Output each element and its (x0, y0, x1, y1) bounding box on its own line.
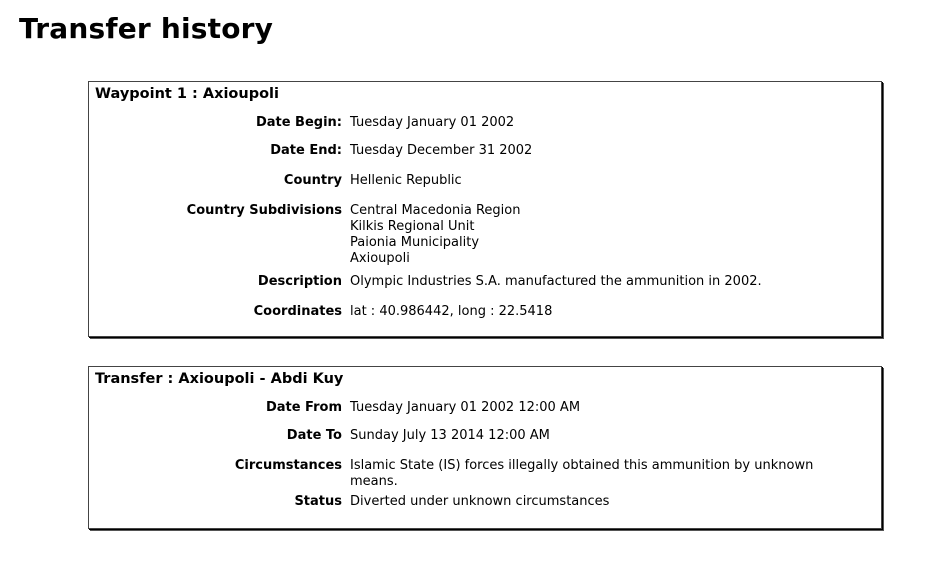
subdivisions-label: Country Subdivisions (186, 203, 342, 218)
page-title: Transfer history (19, 12, 274, 45)
circumstances-label: Circumstances (234, 458, 342, 473)
description-row (89, 267, 762, 290)
coordinates-row (89, 290, 762, 320)
circumstances-line: Islamic State (IS) forces illegally obtained this ammunition by unknown (350, 458, 814, 473)
coordinates-label: Coordinates (253, 304, 342, 319)
subdivisions-row (89, 196, 762, 267)
date-begin-value: Tuesday January 01 2002 (350, 115, 515, 130)
circumstances-row (89, 451, 813, 490)
date-end-value: Tuesday December 31 2002 (350, 143, 533, 158)
waypoint-header: Waypoint 1 : Axioupoli (95, 86, 279, 102)
status-value: Diverted under unknown circumstances (350, 494, 610, 509)
country-label: Country (283, 173, 342, 188)
country-value: Hellenic Republic (350, 173, 462, 188)
date-from-row (89, 391, 813, 421)
date-to-value: Sunday July 13 2014 12:00 AM (350, 428, 550, 443)
subdivision-item: Paionia Municipality (350, 235, 480, 250)
circumstances-value (350, 451, 813, 490)
date-begin-label: Date Begin: (255, 115, 342, 130)
subdivision-item: Kilkis Regional Unit (350, 219, 475, 234)
transfer-fields (89, 391, 813, 510)
date-begin-row (89, 106, 762, 136)
circumstances-line: means. (350, 474, 398, 489)
transfer-box (88, 366, 882, 529)
date-to-row (89, 421, 813, 451)
description-value: Olympic Industries S.A. manufactured the ammunition in 2002. (350, 274, 762, 289)
status-row (89, 490, 813, 510)
subdivision-item: Central Macedonia Region (350, 203, 521, 218)
date-to-label: Date To (286, 428, 342, 443)
status-label: Status (294, 494, 342, 509)
subdivision-item: Axioupoli (350, 251, 410, 266)
country-row (89, 166, 762, 196)
coordinates-value: lat : 40.986442, long : 22.5418 (350, 304, 553, 319)
transfer-header: Transfer : Axioupoli - Abdi Kuy (95, 371, 344, 387)
waypoint-fields (89, 106, 762, 320)
date-from-label: Date From (265, 400, 342, 415)
date-end-row (89, 136, 762, 166)
subdivisions-values (350, 196, 762, 267)
waypoint-box (88, 81, 882, 337)
description-label: Description (257, 274, 342, 289)
date-end-label: Date End: (270, 143, 342, 158)
date-from-value: Tuesday January 01 2002 12:00 AM (350, 400, 581, 415)
